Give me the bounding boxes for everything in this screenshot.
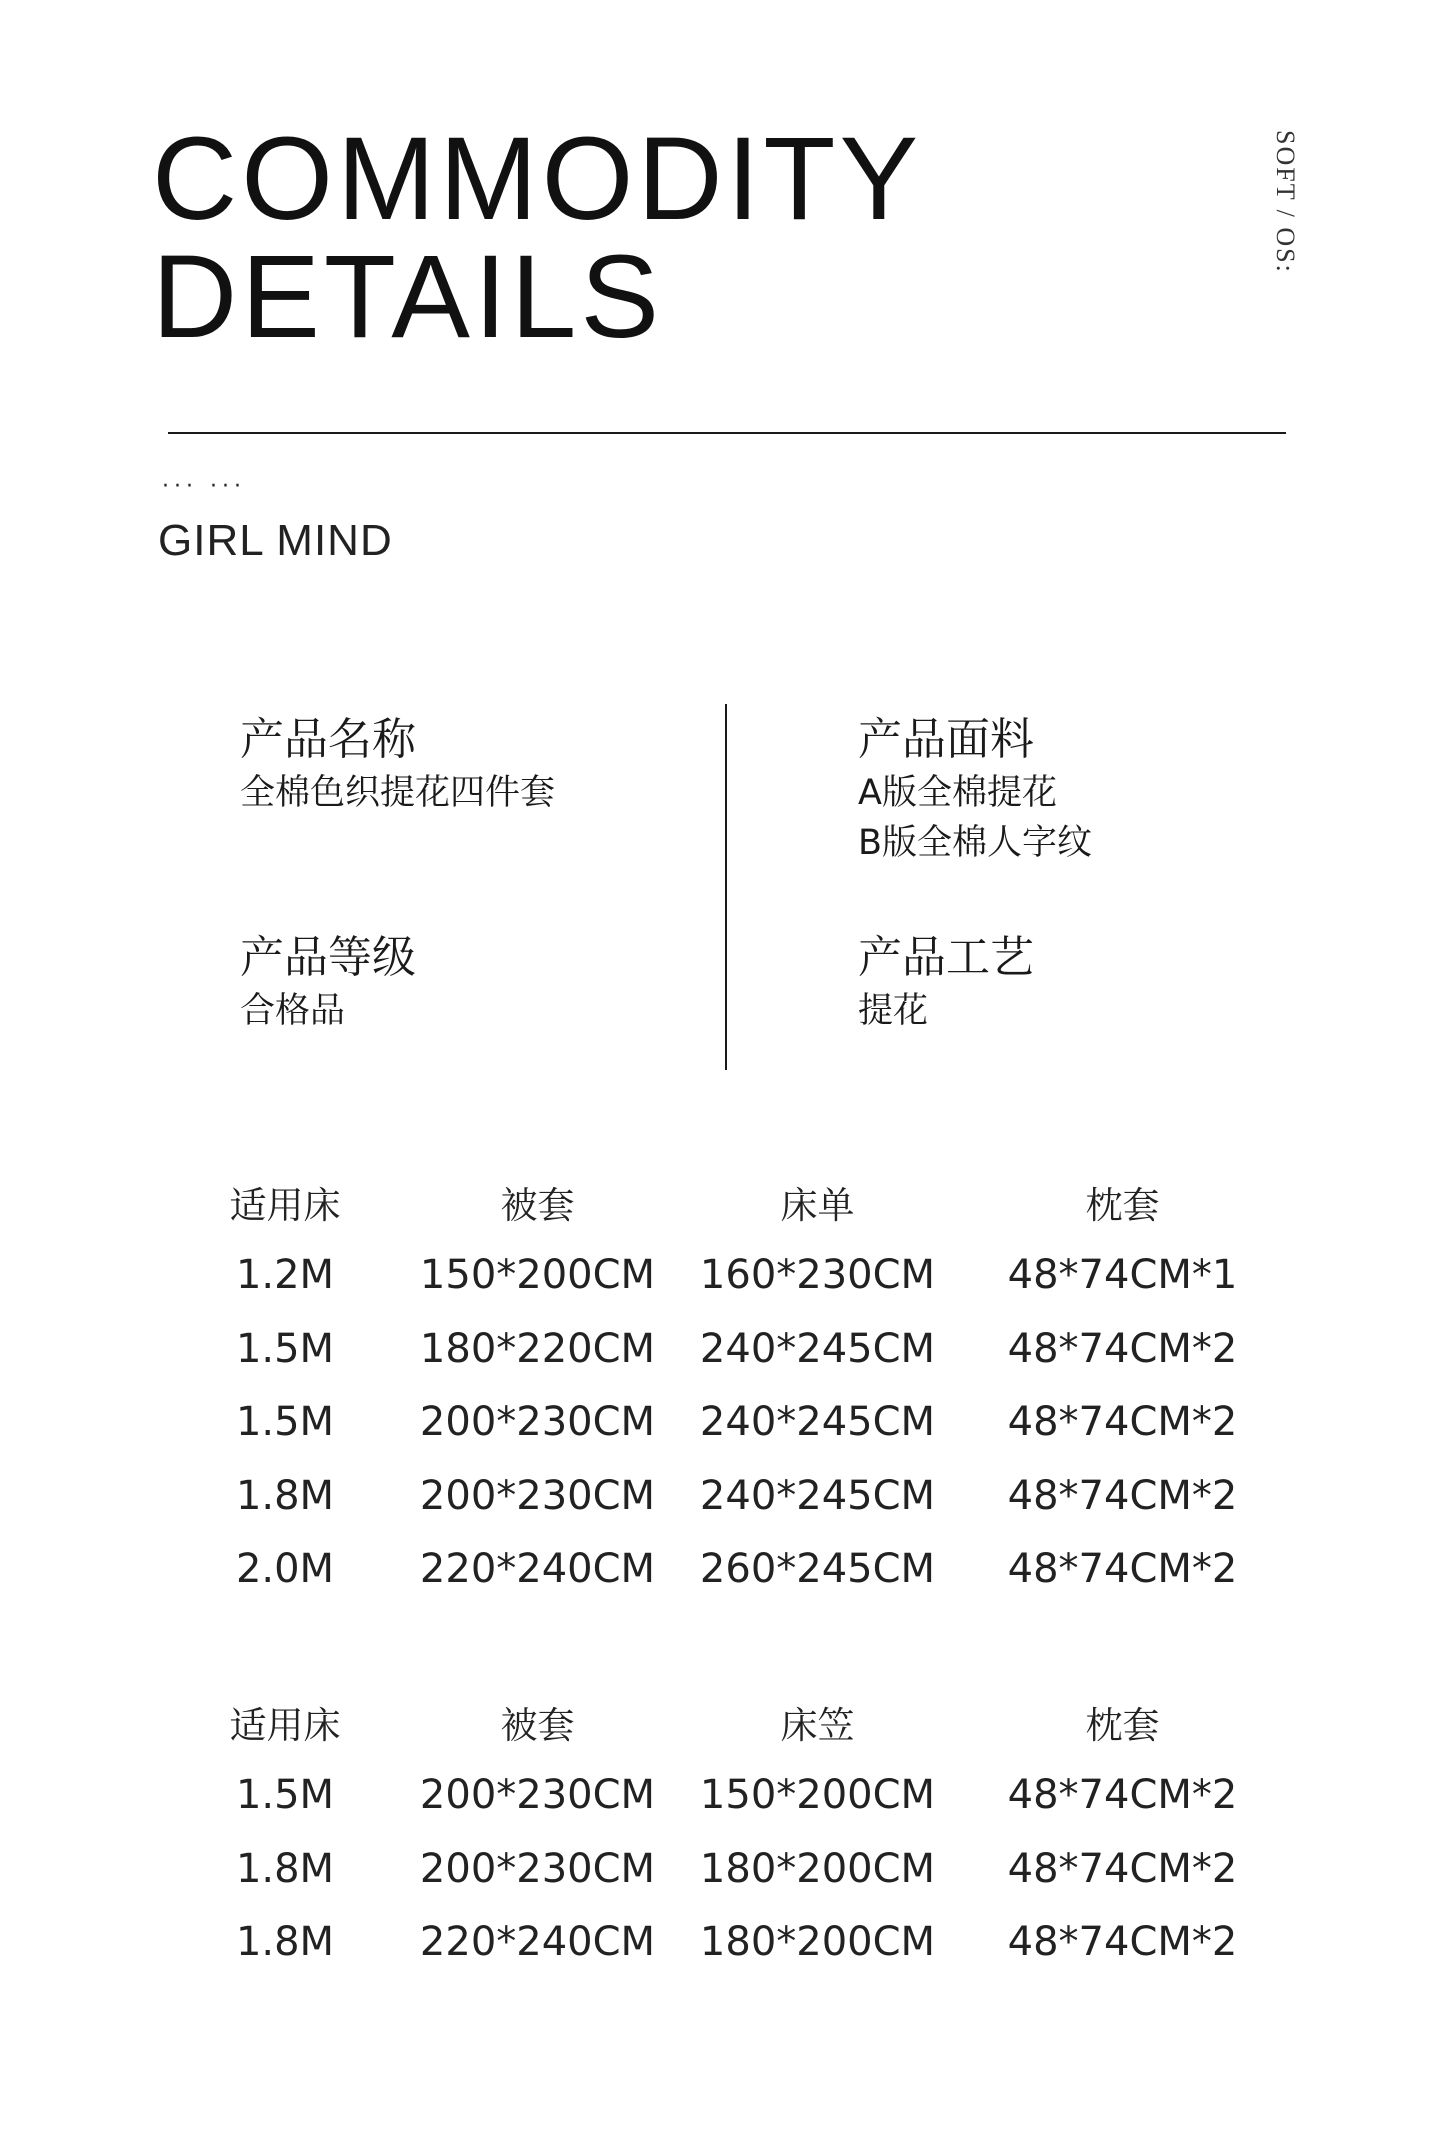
cell-pillowcase: 48*74CM*2: [1007, 1399, 1238, 1446]
cell-duvet-cover: 200*230CM: [419, 1845, 656, 1892]
product-fabric-label: 产品面料: [858, 714, 1034, 765]
info-product-grade: [240, 930, 416, 1036]
cell-bed-size: 1.8M: [235, 1472, 335, 1519]
cell-flat-sheet: 240*245CM: [699, 1472, 936, 1519]
cell-flat-sheet: 260*245CM: [699, 1546, 936, 1593]
col-header-bed-size: 适用床: [229, 1183, 341, 1227]
table-row: [175, 1533, 1290, 1607]
product-grade-label: 产品等级: [240, 932, 416, 983]
cell-pillowcase: 48*74CM*2: [1007, 1845, 1238, 1892]
table-row: [175, 1906, 1290, 1980]
cell-fitted-sheet: 150*200CM: [699, 1772, 936, 1819]
cell-fitted-sheet: 180*200CM: [699, 1919, 936, 1966]
product-grade-value: 合格品: [240, 991, 346, 1031]
product-name-value: 全棉色织提花四件套: [240, 773, 556, 813]
cell-pillowcase: 48*74CM*2: [1007, 1546, 1238, 1593]
cell-flat-sheet: 240*245CM: [699, 1325, 936, 1372]
header-divider: [168, 432, 1286, 434]
cell-duvet-cover: 150*200CM: [419, 1252, 656, 1299]
cell-duvet-cover: 220*240CM: [419, 1546, 656, 1593]
title-line-details: DETAILS: [152, 231, 664, 363]
cell-duvet-cover: 220*240CM: [419, 1919, 656, 1966]
info-product-craft: [858, 930, 1034, 1036]
col-header-pillowcase: 枕套: [1085, 1703, 1160, 1747]
cell-pillowcase: 48*74CM*2: [1007, 1325, 1238, 1372]
info-column-divider: [725, 704, 727, 1070]
cell-bed-size: 1.5M: [235, 1772, 335, 1819]
cell-duvet-cover: 200*230CM: [419, 1472, 656, 1519]
table-row: [175, 1759, 1290, 1833]
product-name-label: 产品名称: [240, 714, 416, 765]
table-row: [175, 1386, 1290, 1460]
table-row: [175, 1459, 1290, 1533]
size-table-flat-sheet: [175, 1165, 1290, 1606]
table-row: [175, 1832, 1290, 1906]
brand-name: GIRL MIND: [158, 516, 393, 565]
col-header-duvet-cover: 被套: [500, 1183, 575, 1227]
brand-dots-decoration: ··· ···: [162, 474, 246, 499]
cell-bed-size: 1.8M: [235, 1919, 335, 1966]
cell-duvet-cover: 200*230CM: [419, 1399, 656, 1446]
cell-flat-sheet: 160*230CM: [699, 1252, 936, 1299]
title-line-commodity: COMMODITY: [152, 113, 923, 245]
product-craft-value: 提花: [858, 991, 929, 1031]
table-header-row: [175, 1685, 1290, 1759]
cell-bed-size: 1.5M: [235, 1325, 335, 1372]
col-header-fitted-sheet: 床笠: [780, 1703, 855, 1747]
table-row: [175, 1312, 1290, 1386]
cell-pillowcase: 48*74CM*2: [1007, 1472, 1238, 1519]
cell-duvet-cover: 180*220CM: [419, 1325, 656, 1372]
info-product-name: [240, 712, 555, 818]
size-table-fitted-sheet: [175, 1685, 1290, 1979]
page-title: [152, 113, 923, 363]
cell-pillowcase: 48*74CM*1: [1007, 1252, 1238, 1299]
product-fabric-value-b: B版全棉人字纹: [858, 823, 1093, 863]
table-row: [175, 1239, 1290, 1313]
cell-fitted-sheet: 180*200CM: [699, 1845, 936, 1892]
col-header-pillowcase: 枕套: [1085, 1183, 1160, 1227]
cell-pillowcase: 48*74CM*2: [1007, 1772, 1238, 1819]
cell-flat-sheet: 240*245CM: [699, 1399, 936, 1446]
cell-duvet-cover: 200*230CM: [419, 1772, 656, 1819]
side-vertical-text: SOFT / OS:: [1271, 130, 1300, 274]
col-header-bed-size: 适用床: [229, 1703, 341, 1747]
cell-pillowcase: 48*74CM*2: [1007, 1919, 1238, 1966]
product-craft-label: 产品工艺: [858, 932, 1034, 983]
cell-bed-size: 1.8M: [235, 1845, 335, 1892]
product-fabric-value-a: A版全棉提花: [858, 773, 1057, 813]
cell-bed-size: 1.2M: [235, 1252, 335, 1299]
cell-bed-size: 1.5M: [235, 1399, 335, 1446]
cell-bed-size: 2.0M: [235, 1546, 335, 1593]
table-header-row: [175, 1165, 1290, 1239]
info-product-fabric: [858, 712, 1092, 868]
col-header-duvet-cover: 被套: [500, 1703, 575, 1747]
col-header-flat-sheet: 床单: [780, 1183, 855, 1227]
